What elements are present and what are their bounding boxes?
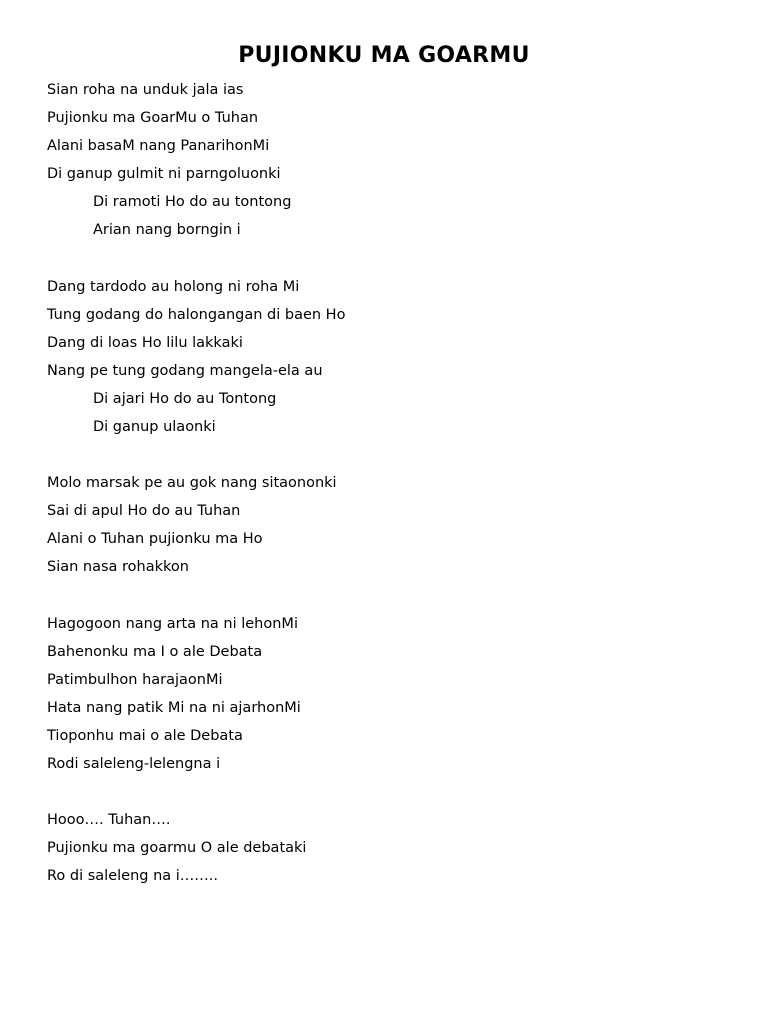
lyric-line: Patimbulhon harajaonMi <box>47 671 223 688</box>
lyric-line: Dang di loas Ho lilu lakkaki <box>47 334 243 351</box>
lyric-line: Alani o Tuhan pujionku ma Ho <box>47 531 263 548</box>
lyric-line: Bahenonku ma I o ale Debata <box>47 643 263 660</box>
lyric-line: Alani basaM nang PanarihonMi <box>47 138 270 155</box>
lyric-line: Sian roha na unduk jala ias <box>47 82 244 98</box>
lyric-line: Hata nang patik Mi na ni ajarhonMi <box>47 699 301 716</box>
lyric-line: Sai di apul Ho do au Tuhan <box>47 503 241 520</box>
lyric-line: Pujionku ma GoarMu o Tuhan <box>47 110 259 127</box>
document-title: PUJIONKU MA GOARMU <box>238 43 530 68</box>
lyric-line: Hooo…. Tuhan…. <box>47 812 171 829</box>
lyric-line: Molo marsak pe au gok nang sitaononki <box>47 475 337 492</box>
stanza-1 <box>47 76 727 245</box>
lyric-line: Dang tardodo au holong ni roha Mi <box>47 278 300 295</box>
stanza-5 <box>47 806 727 890</box>
lyric-line: Tioponhu mai o ale Debata <box>47 727 243 744</box>
lyric-line: Di ganup gulmit ni parngoluonki <box>47 166 281 183</box>
lyric-line: Tung godang do halongangan di baen Ho <box>47 306 346 323</box>
lyric-line: Hagogoon nang arta na ni lehonMi <box>47 615 298 632</box>
lyric-line: Pujionku ma goarmu O ale debataki <box>47 840 307 857</box>
lyrics-body <box>47 76 727 918</box>
stanza-3 <box>47 469 727 581</box>
lyric-line: Sian nasa rohakkon <box>47 559 189 576</box>
lyric-line: Rodi saleleng-lelengna i <box>47 755 221 772</box>
lyric-line: Ro di saleleng na i…….. <box>47 868 219 885</box>
stanza-2 <box>47 273 727 442</box>
lyric-line-indented: Arian nang borngin i <box>93 222 241 239</box>
stanza-4 <box>47 610 727 779</box>
lyric-line-indented: Di ajari Ho do au Tontong <box>93 390 277 407</box>
lyric-line-indented: Di ganup ulaonki <box>93 419 216 436</box>
lyric-line: Nang pe tung godang mangela-ela au <box>47 362 323 379</box>
lyric-line-indented: Di ramoti Ho do au tontong <box>93 194 292 211</box>
